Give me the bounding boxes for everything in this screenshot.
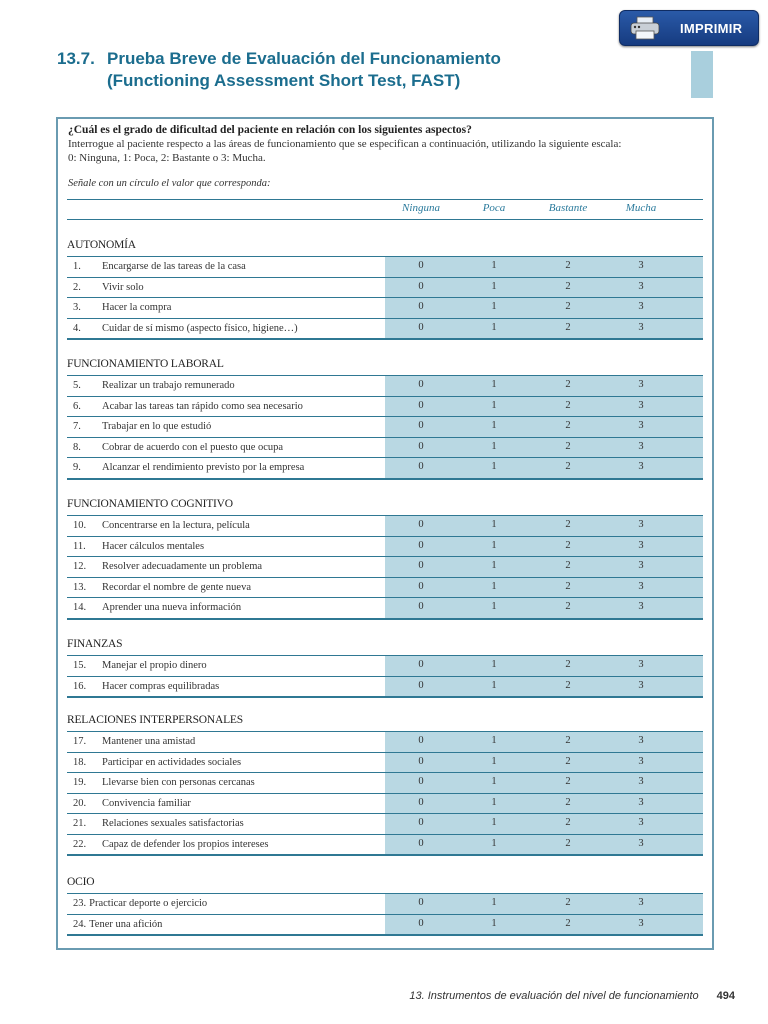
score-option-1[interactable]: 1 (491, 917, 497, 929)
page-footer (360, 990, 735, 1002)
item-row (67, 655, 703, 676)
score-option-1[interactable]: 1 (491, 420, 497, 431)
item-number: 6. (73, 400, 81, 412)
page-number: 494 (716, 990, 735, 1002)
section-4 (67, 711, 703, 856)
item-number: 3. (73, 302, 81, 314)
score-option-0[interactable]: 0 (418, 321, 424, 333)
score-options (385, 732, 703, 752)
item-number: 7. (73, 421, 81, 433)
item-label (67, 732, 385, 752)
item-number: 23. (73, 898, 87, 910)
item-row (67, 893, 703, 914)
col-ninguna: Ninguna (402, 202, 440, 214)
item-row (67, 772, 703, 793)
score-option-3[interactable]: 3 (638, 679, 644, 691)
score-options (385, 598, 703, 618)
score-options (385, 278, 703, 298)
item-text: Hacer la compra (102, 302, 172, 314)
score-options (385, 773, 703, 793)
score-option-2[interactable]: 2 (565, 776, 571, 787)
item-number: 2. (73, 281, 81, 293)
score-option-1[interactable]: 1 (491, 817, 497, 828)
score-option-0[interactable]: 0 (418, 817, 424, 828)
item-number: 10. (73, 520, 87, 532)
score-option-0[interactable]: 0 (418, 420, 424, 431)
item-row (67, 752, 703, 773)
score-option-3[interactable]: 3 (638, 321, 644, 333)
score-option-2[interactable]: 2 (565, 260, 571, 271)
score-option-2[interactable]: 2 (565, 679, 571, 691)
item-label (67, 598, 385, 618)
item-number: 5. (73, 380, 81, 392)
item-label (67, 753, 385, 773)
score-option-2[interactable]: 2 (565, 580, 571, 592)
score-option-1[interactable]: 1 (491, 260, 497, 271)
print-button-label: IMPRIMIR (680, 20, 743, 36)
item-number: 12. (73, 561, 87, 573)
item-text: Practicar deporte o ejercicio (89, 898, 208, 910)
section-0 (67, 236, 703, 340)
item-label (67, 557, 385, 577)
item-row (67, 318, 703, 341)
score-option-0[interactable]: 0 (418, 399, 424, 411)
score-option-0[interactable]: 0 (418, 917, 424, 929)
score-option-2[interactable]: 2 (565, 440, 571, 452)
score-options (385, 814, 703, 834)
score-options (385, 557, 703, 577)
intro (68, 123, 702, 191)
score-option-2[interactable]: 2 (565, 461, 571, 472)
score-option-3[interactable]: 3 (638, 379, 644, 390)
score-option-1[interactable]: 1 (491, 461, 497, 472)
item-row (67, 536, 703, 557)
score-option-2[interactable]: 2 (565, 917, 571, 929)
item-label (67, 835, 385, 855)
score-option-0[interactable]: 0 (418, 539, 424, 551)
score-option-3[interactable]: 3 (638, 420, 644, 431)
score-option-3[interactable]: 3 (638, 796, 644, 808)
score-option-3[interactable]: 3 (638, 260, 644, 271)
column-header (67, 199, 703, 220)
score-option-3[interactable]: 3 (638, 519, 644, 530)
item-number: 21. (73, 818, 87, 830)
item-row (67, 914, 703, 937)
intro-scale: 0: Ninguna, 1: Poca, 2: Bastante o 3: Mucha. (68, 152, 266, 164)
item-number: 19. (73, 777, 87, 789)
score-option-3[interactable]: 3 (638, 580, 644, 592)
score-option-3[interactable]: 3 (638, 817, 644, 828)
item-label (67, 319, 385, 339)
score-options (385, 894, 703, 914)
section-title: RELACIONES INTERPERSONALES (67, 714, 243, 726)
score-option-0[interactable]: 0 (418, 601, 424, 612)
section-3 (67, 635, 703, 698)
score-option-3[interactable]: 3 (638, 560, 644, 571)
intro-question: ¿Cuál es el grado de dificultad del paciente en relación con los siguientes aspectos? (68, 124, 472, 136)
item-number: 18. (73, 756, 87, 768)
item-text: Recordar el nombre de gente nueva (102, 581, 251, 593)
item-label (67, 298, 385, 318)
item-row (67, 597, 703, 620)
item-text: Hacer compras equilibradas (102, 680, 220, 692)
score-option-3[interactable]: 3 (638, 399, 644, 411)
item-text: Acabar las tareas tan rápido como sea necesario (102, 400, 303, 412)
item-number: 24. (73, 918, 87, 930)
chapter-title: 13. Instrumentos de evaluación del nivel de funcionamiento (409, 990, 699, 1002)
score-option-1[interactable]: 1 (491, 399, 497, 411)
item-row (67, 556, 703, 577)
score-option-2[interactable]: 2 (565, 280, 571, 292)
score-option-0[interactable]: 0 (418, 897, 424, 908)
score-options (385, 257, 703, 277)
section-1 (67, 355, 703, 480)
section-title: FINANZAS (67, 638, 123, 650)
item-text: Convivencia familiar (102, 797, 191, 809)
page-title (57, 48, 501, 92)
score-option-0[interactable]: 0 (418, 796, 424, 808)
item-text: Capaz de defender los propios intereses (102, 838, 269, 850)
item-row (67, 416, 703, 437)
score-option-2[interactable]: 2 (565, 539, 571, 551)
intro-instruction: Señale con un círculo el valor que corresponda: (68, 178, 271, 189)
score-options (385, 578, 703, 598)
item-text: Alcanzar el rendimiento previsto por la empresa (102, 462, 305, 474)
score-option-0[interactable]: 0 (418, 837, 424, 849)
score-option-1[interactable]: 1 (491, 659, 497, 670)
item-text: Trabajar en lo que estudió (102, 421, 212, 433)
score-option-1[interactable]: 1 (491, 539, 497, 551)
score-option-2[interactable]: 2 (565, 817, 571, 828)
score-option-3[interactable]: 3 (638, 659, 644, 670)
section-2 (67, 495, 703, 620)
item-number: 22. (73, 838, 87, 850)
item-number: 20. (73, 797, 87, 809)
item-text: Manejar el propio dinero (102, 660, 207, 672)
score-option-1[interactable]: 1 (491, 755, 497, 767)
score-option-3[interactable]: 3 (638, 776, 644, 787)
score-option-3[interactable]: 3 (638, 440, 644, 452)
score-option-0[interactable]: 0 (418, 755, 424, 767)
item-row (67, 676, 703, 699)
score-option-3[interactable]: 3 (638, 461, 644, 472)
score-option-1[interactable]: 1 (491, 560, 497, 571)
score-options (385, 319, 703, 339)
item-row (67, 277, 703, 298)
score-option-1[interactable]: 1 (491, 280, 497, 292)
score-option-1[interactable]: 1 (491, 301, 497, 312)
score-option-3[interactable]: 3 (638, 280, 644, 292)
score-option-2[interactable]: 2 (565, 560, 571, 571)
section-number: 13.7. (57, 49, 95, 68)
item-row (67, 577, 703, 598)
score-option-0[interactable]: 0 (418, 260, 424, 271)
item-number: 1. (73, 261, 81, 273)
item-label (67, 516, 385, 536)
score-option-0[interactable]: 0 (418, 580, 424, 592)
score-options (385, 438, 703, 458)
score-option-1[interactable]: 1 (491, 679, 497, 691)
item-label (67, 376, 385, 396)
score-option-1[interactable]: 1 (491, 440, 497, 452)
score-option-2[interactable]: 2 (565, 735, 571, 746)
section-title: AUTONOMÍA (67, 239, 136, 251)
item-number: 11. (73, 540, 86, 552)
item-row (67, 834, 703, 857)
score-option-2[interactable]: 2 (565, 379, 571, 390)
item-label (67, 417, 385, 437)
score-option-2[interactable]: 2 (565, 399, 571, 411)
score-option-0[interactable]: 0 (418, 461, 424, 472)
title-line-1: Prueba Breve de Evaluación del Funcionamiento (107, 49, 501, 68)
score-option-0[interactable]: 0 (418, 301, 424, 312)
section-5 (67, 873, 703, 936)
score-option-0[interactable]: 0 (418, 679, 424, 691)
score-options (385, 376, 703, 396)
item-number: 14. (73, 602, 87, 614)
score-option-3[interactable]: 3 (638, 755, 644, 767)
item-row (67, 375, 703, 396)
score-option-3[interactable]: 3 (638, 601, 644, 612)
score-option-2[interactable]: 2 (565, 301, 571, 312)
col-poca: Poca (482, 202, 506, 214)
item-text: Participar en actividades sociales (102, 756, 242, 768)
score-options (385, 298, 703, 318)
score-option-2[interactable]: 2 (565, 519, 571, 530)
score-option-2[interactable]: 2 (565, 897, 571, 908)
score-options (385, 516, 703, 536)
item-row (67, 256, 703, 277)
item-text: Realizar un trabajo remunerado (102, 380, 235, 392)
item-label (67, 458, 385, 478)
item-row (67, 731, 703, 752)
score-option-2[interactable]: 2 (565, 755, 571, 767)
score-option-2[interactable]: 2 (565, 796, 571, 808)
score-option-1[interactable]: 1 (491, 837, 497, 849)
item-number: 9. (73, 462, 81, 474)
score-option-2[interactable]: 2 (565, 420, 571, 431)
item-text: Cuidar de sí mismo (aspecto físico, higiene…) (102, 322, 298, 334)
score-option-2[interactable]: 2 (565, 601, 571, 612)
score-option-0[interactable]: 0 (418, 659, 424, 670)
score-option-3[interactable]: 3 (638, 837, 644, 849)
score-options (385, 835, 703, 855)
item-number: 4. (73, 322, 81, 334)
questionnaire-box (56, 117, 714, 950)
score-option-2[interactable]: 2 (565, 837, 571, 849)
score-option-1[interactable]: 1 (491, 796, 497, 808)
score-option-1[interactable]: 1 (491, 601, 497, 612)
print-button[interactable] (619, 10, 759, 46)
item-row (67, 515, 703, 536)
item-number: 15. (73, 660, 87, 672)
item-label (67, 794, 385, 814)
item-text: Relaciones sexuales satisfactorias (102, 818, 244, 830)
score-option-3[interactable]: 3 (638, 735, 644, 746)
item-text: Aprender una nueva información (102, 602, 242, 614)
item-number: 13. (73, 581, 87, 593)
score-option-0[interactable]: 0 (418, 280, 424, 292)
score-options (385, 794, 703, 814)
score-options (385, 753, 703, 773)
item-label (67, 257, 385, 277)
item-row (67, 437, 703, 458)
item-label (67, 537, 385, 557)
item-label (67, 438, 385, 458)
score-option-2[interactable]: 2 (565, 659, 571, 670)
item-label (67, 578, 385, 598)
score-option-3[interactable]: 3 (638, 897, 644, 908)
printer-icon (630, 16, 660, 40)
section-title: OCIO (67, 876, 95, 888)
item-row (67, 813, 703, 834)
score-options (385, 458, 703, 478)
item-number: 16. (73, 680, 87, 692)
score-option-0[interactable]: 0 (418, 735, 424, 746)
score-options (385, 397, 703, 417)
score-option-3[interactable]: 3 (638, 917, 644, 929)
item-row (67, 457, 703, 480)
score-options (385, 915, 703, 935)
item-text: Vivir solo (102, 281, 144, 293)
col-bastante: Bastante (548, 202, 588, 214)
item-label (67, 894, 385, 914)
item-label (67, 656, 385, 676)
item-row (67, 396, 703, 417)
item-text: Cobrar de acuerdo con el puesto que ocupa (102, 441, 284, 453)
score-option-1[interactable]: 1 (491, 735, 497, 746)
item-number: 17. (73, 736, 87, 748)
score-option-1[interactable]: 1 (491, 321, 497, 333)
score-option-1[interactable]: 1 (491, 776, 497, 787)
item-text: Encargarse de las tareas de la casa (102, 261, 246, 273)
score-option-3[interactable]: 3 (638, 539, 644, 551)
score-option-1[interactable]: 1 (491, 897, 497, 908)
score-option-1[interactable]: 1 (491, 379, 497, 390)
side-tab-marker (691, 51, 713, 98)
score-options (385, 656, 703, 676)
section-title: FUNCIONAMIENTO COGNITIVO (67, 498, 233, 510)
item-text: Llevarse bien con personas cercanas (102, 777, 255, 789)
item-text: Concentrarse en la lectura, película (102, 520, 250, 532)
item-label (67, 397, 385, 417)
score-options (385, 537, 703, 557)
section-title: FUNCIONAMIENTO LABORAL (67, 358, 224, 370)
col-mucha: Mucha (625, 202, 657, 214)
score-option-0[interactable]: 0 (418, 379, 424, 390)
item-label (67, 814, 385, 834)
score-option-0[interactable]: 0 (418, 560, 424, 571)
score-option-0[interactable]: 0 (418, 519, 424, 530)
item-text: Mantener una amistad (102, 736, 196, 748)
item-text: Resolver adecuadamente un problema (102, 561, 263, 573)
score-option-1[interactable]: 1 (491, 580, 497, 592)
score-option-1[interactable]: 1 (491, 519, 497, 530)
item-row (67, 297, 703, 318)
item-label (67, 677, 385, 697)
item-number: 8. (73, 441, 81, 453)
score-option-0[interactable]: 0 (418, 440, 424, 452)
item-text: Tener una afición (89, 918, 163, 930)
item-label (67, 773, 385, 793)
score-options (385, 417, 703, 437)
score-option-2[interactable]: 2 (565, 321, 571, 333)
score-option-0[interactable]: 0 (418, 776, 424, 787)
item-label (67, 915, 385, 935)
item-text: Hacer cálculos mentales (102, 540, 205, 552)
item-row (67, 793, 703, 814)
title-line-2: (Functioning Assessment Short Test, FAST) (107, 71, 461, 90)
score-option-3[interactable]: 3 (638, 301, 644, 312)
score-options (385, 677, 703, 697)
item-label (67, 278, 385, 298)
intro-line-1: Interrogue al paciente respecto a las áreas de funcionamiento que se especifican a continuación, utilizando la siguiente escala: (68, 138, 622, 150)
